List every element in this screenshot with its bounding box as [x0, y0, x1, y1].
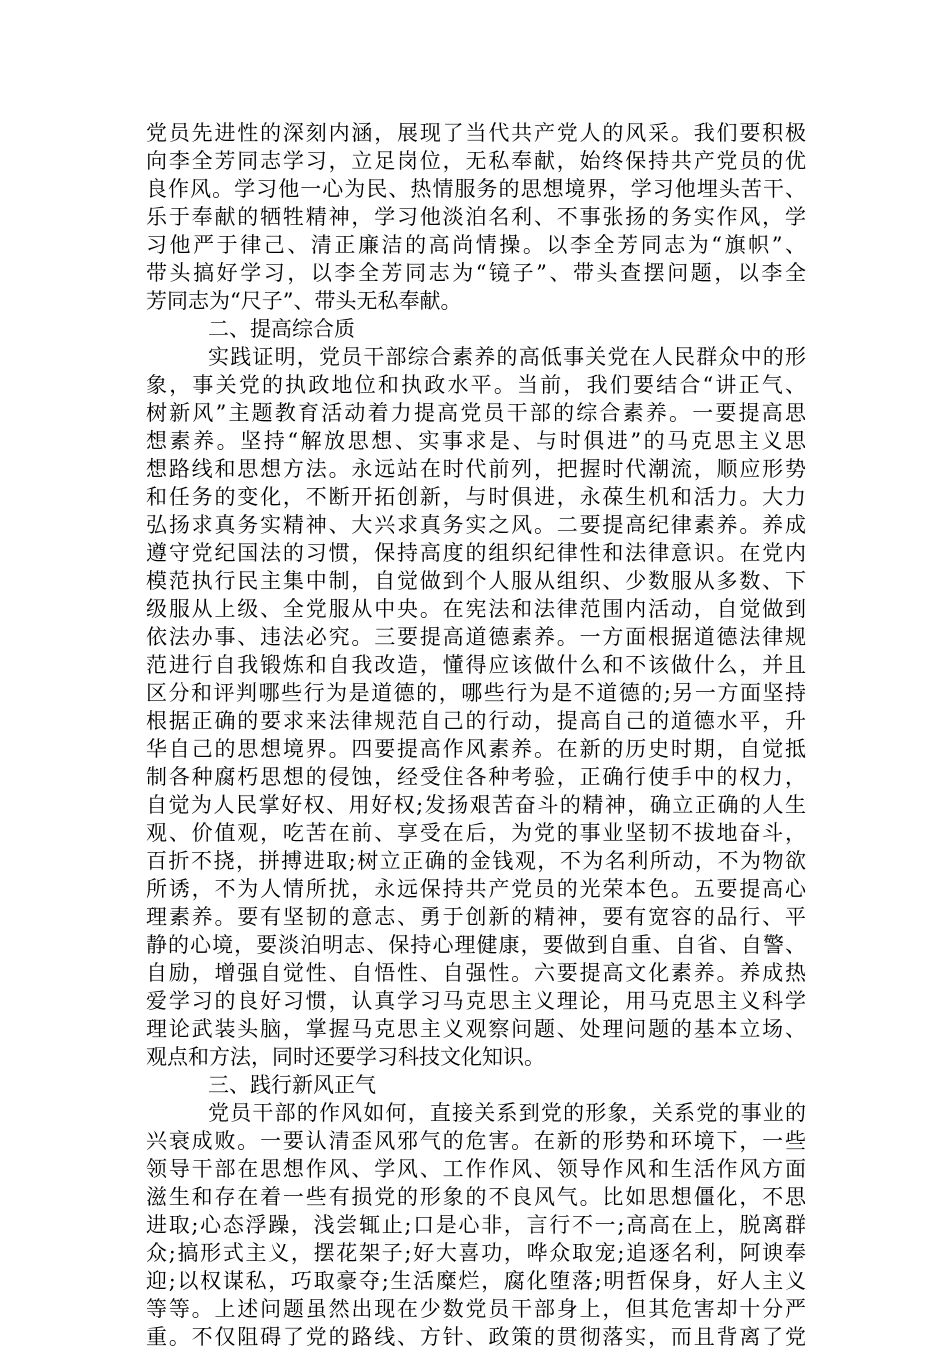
text-line: 党员先进性的深刻内涵，展现了当代共产党人的风采。我们要积极 [146, 121, 806, 145]
paragraph-continuation [146, 119, 806, 315]
text-line: 根据正确的要求来法律规范自己的行动，提高自己的道德水平，升 [146, 709, 806, 733]
text-line: 领导干部在思想作风、学风、工作作风、领导作风和生活作风方面 [146, 1157, 806, 1181]
text-line: 滋生和存在着一些有损党的形象的不良风气。比如思想僵化，不思 [146, 1185, 806, 1209]
text-line: 观点和方法，同时还要学习科技文化知识。 [146, 1045, 545, 1069]
text-line: 和任务的变化，不断开拓创新，与时俱进，永葆生机和活力。大力 [146, 485, 806, 509]
text-line: 重。不仅阻碍了党的路线、方针、政策的贯彻落实，而且背离了党 [146, 1325, 806, 1349]
text-line: 向李全芳同志学习，立足岗位，无私奉献，始终保持共产党员的优 [146, 149, 806, 173]
text-line: 良作风。学习他一心为民、热情服务的思想境界，学习他埋头苦干、 [146, 177, 806, 201]
text-line: 迎;以权谋私，巧取豪夺;生活糜烂，腐化堕落;明哲保身，好人主义 [146, 1269, 806, 1293]
text-line: 自觉为人民掌好权、用好权;发扬艰苦奋斗的精神，确立正确的人生 [146, 793, 806, 817]
text-line: 兴衰成败。一要认清歪风邪气的危害。在新的形势和环境下，一些 [146, 1129, 806, 1153]
text-line: 想素养。坚持“解放思想、实事求是、与时俱进”的马克思主义思 [146, 429, 806, 453]
text-line: 区分和评判哪些行为是道德的，哪些行为是不道德的;另一方面坚持 [146, 681, 806, 705]
text-line: 遵守党纪国法的习惯，保持高度的组织纪律性和法律意识。在党内 [146, 541, 806, 565]
text-line: 爱学习的良好习惯，认真学习马克思主义理论，用马克思主义科学 [146, 989, 806, 1013]
text-line: 芳同志为“尺子”、带头无私奉献。 [146, 289, 462, 313]
text-line: 依法办事、违法必究。三要提高道德素养。一方面根据道德法律规 [146, 625, 806, 649]
text-line: 所诱，不为人情所扰，永远保持共产党员的光荣本色。五要提高心 [146, 877, 806, 901]
text-line: 华自己的思想境界。四要提高作风素养。在新的历史时期，自觉抵 [146, 737, 806, 761]
text-line: 乐于奉献的牺牲精神，学习他淡泊名利、不事张扬的务实作风，学 [146, 205, 806, 229]
text-line: 理论武装头脑，掌握马克思主义观察问题、处理问题的基本立场、 [146, 1017, 806, 1041]
paragraph-new-style [146, 1099, 806, 1351]
text-line: 树新风”主题教育活动着力提高党员干部的综合素养。一要提高思 [146, 401, 806, 425]
text-line: 自励，增强自觉性、自悟性、自强性。六要提高文化素养。养成热 [146, 961, 806, 985]
text-line: 想路线和思想方法。永远站在时代前列，把握时代潮流，顺应形势 [146, 457, 806, 481]
text-line: 观、价值观，吃苦在前、享受在后，为党的事业坚韧不拔地奋斗， [146, 821, 806, 845]
section-heading-2: 二、提高综合质 [208, 317, 355, 341]
text-line: 众;搞形式主义，摆花架子;好大喜功，哗众取宠;追逐名利，阿谀奉 [146, 1241, 806, 1265]
text-line: 弘扬求真务实精神、大兴求真务实之风。二要提高纪律素养。养成 [146, 513, 806, 537]
text-line: 等等。上述问题虽然出现在少数党员干部身上，但其危害却十分严 [146, 1297, 806, 1321]
document-body [146, 119, 806, 1351]
text-line: 静的心境，要淡泊明志、保持心理健康，要做到自重、自省、自警、 [146, 933, 806, 957]
text-line: 范进行自我锻炼和自我改造，懂得应该做什么和不该做什么，并且 [146, 653, 806, 677]
text-line: 象，事关党的执政地位和执政水平。当前，我们要结合“讲正气、 [146, 373, 806, 397]
text-line: 百折不挠，拼搏进取;树立正确的金钱观，不为名利所动，不为物欲 [146, 849, 806, 873]
section-heading-3: 三、践行新风正气 [208, 1073, 376, 1097]
text-line: 级服从上级、全党服从中央。在宪法和法律范围内活动，自觉做到 [146, 597, 806, 621]
text-line: 党员干部的作风如何，直接关系到党的形象，关系党的事业的 [208, 1101, 806, 1125]
text-line: 带头搞好学习，以李全芳同志为“镜子”、带头查摆问题，以李全 [146, 261, 806, 285]
text-line: 进取;心态浮躁，浅尝辄止;口是心非，言行不一;高高在上，脱离群 [146, 1213, 806, 1237]
text-line: 习他严于律己、清正廉洁的高尚情操。以李全芳同志为“旗帜”、 [146, 233, 806, 257]
paragraph-comprehensive-quality [146, 343, 806, 1071]
text-line: 模范执行民主集中制，自觉做到个人服从组织、少数服从多数、下 [146, 569, 806, 593]
text-line: 制各种腐朽思想的侵蚀，经受住各种考验，正确行使手中的权力， [146, 765, 806, 789]
text-line: 理素养。要有坚韧的意志、勇于创新的精神，要有宽容的品行、平 [146, 905, 806, 929]
text-line: 实践证明，党员干部综合素养的高低事关党在人民群众中的形 [208, 345, 806, 369]
